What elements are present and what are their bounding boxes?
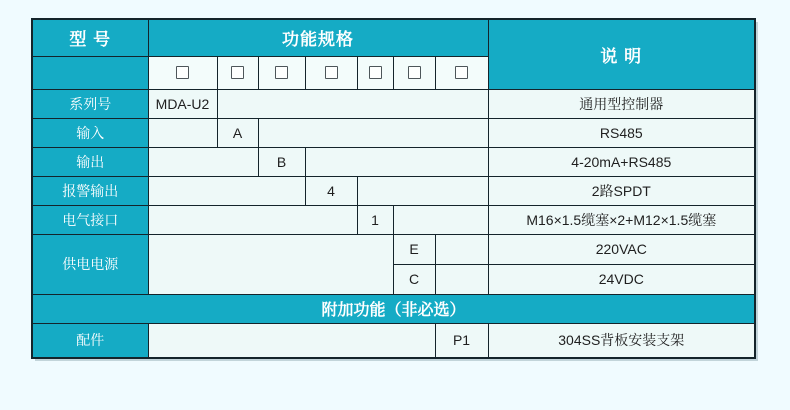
empty-cell <box>217 89 488 118</box>
alarm-label: 报警输出 <box>32 176 148 205</box>
checkbox-icon[interactable] <box>408 66 421 79</box>
empty-cell <box>435 264 488 294</box>
checkbox-cell-3 <box>258 56 305 89</box>
empty-cell <box>148 118 217 147</box>
output-code-cell: B <box>258 147 305 176</box>
series-desc-cell: 通用型控制器 <box>488 89 755 118</box>
model-selection-table <box>31 18 756 359</box>
row-output <box>32 147 755 176</box>
row-alarm-output <box>32 176 755 205</box>
power-code-cell-c: C <box>393 264 435 294</box>
empty-cell <box>435 234 488 264</box>
empty-cell <box>148 205 357 234</box>
accessory-code-cell: P1 <box>435 323 488 358</box>
model-column-header: 型 号 <box>32 19 148 56</box>
empty-cell <box>305 147 488 176</box>
row-additional-functions-band <box>32 294 755 323</box>
empty-cell <box>148 176 305 205</box>
power-code-cell-e: E <box>393 234 435 264</box>
empty-cell <box>357 176 488 205</box>
row-electrical-interface <box>32 205 755 234</box>
output-label: 输出 <box>32 147 148 176</box>
input-code-cell: A <box>217 118 258 147</box>
input-label: 输入 <box>32 118 148 147</box>
checkbox-icon[interactable] <box>275 66 288 79</box>
checkbox-icon[interactable] <box>369 66 382 79</box>
description-column-header: 说 明 <box>488 19 755 89</box>
alarm-code-cell: 4 <box>305 176 357 205</box>
checkbox-icon[interactable] <box>325 66 338 79</box>
power-label: 供电电源 <box>32 234 148 294</box>
empty-cell <box>258 118 488 147</box>
checkbox-icon[interactable] <box>176 66 189 79</box>
row-series-number <box>32 89 755 118</box>
checkbox-icon[interactable] <box>455 66 468 79</box>
checkbox-cell-6 <box>393 56 435 89</box>
accessory-label: 配件 <box>32 323 148 358</box>
header-row <box>32 19 755 56</box>
series-label: 系列号 <box>32 89 148 118</box>
accessory-desc-cell: 304SS背板安装支架 <box>488 323 755 358</box>
checkbox-cell-1 <box>148 56 217 89</box>
checkbox-cell-2 <box>217 56 258 89</box>
series-code-cell: MDA-U2 <box>148 89 217 118</box>
empty-cell <box>393 205 488 234</box>
row-accessory <box>32 323 755 358</box>
checkbox-icon[interactable] <box>231 66 244 79</box>
spec-column-header: 功能规格 <box>148 19 488 56</box>
checkbox-cell-5 <box>357 56 393 89</box>
empty-cell <box>148 147 258 176</box>
empty-cell <box>148 323 435 358</box>
interface-code-cell: 1 <box>357 205 393 234</box>
power-desc-cell-c: 24VDC <box>488 264 755 294</box>
alarm-desc-cell: 2路SPDT <box>488 176 755 205</box>
interface-desc-cell: M16×1.5缆塞×2+M12×1.5缆塞 <box>488 205 755 234</box>
power-desc-cell-e: 220VAC <box>488 234 755 264</box>
model-column-spacer <box>32 56 148 89</box>
empty-cell <box>148 234 393 294</box>
row-power-supply-e <box>32 234 755 264</box>
interface-label: 电气接口 <box>32 205 148 234</box>
input-desc-cell: RS485 <box>488 118 755 147</box>
checkbox-cell-7 <box>435 56 488 89</box>
checkbox-cell-4 <box>305 56 357 89</box>
row-input <box>32 118 755 147</box>
additional-functions-band: 附加功能（非必选） <box>32 294 755 323</box>
output-desc-cell: 4-20mA+RS485 <box>488 147 755 176</box>
